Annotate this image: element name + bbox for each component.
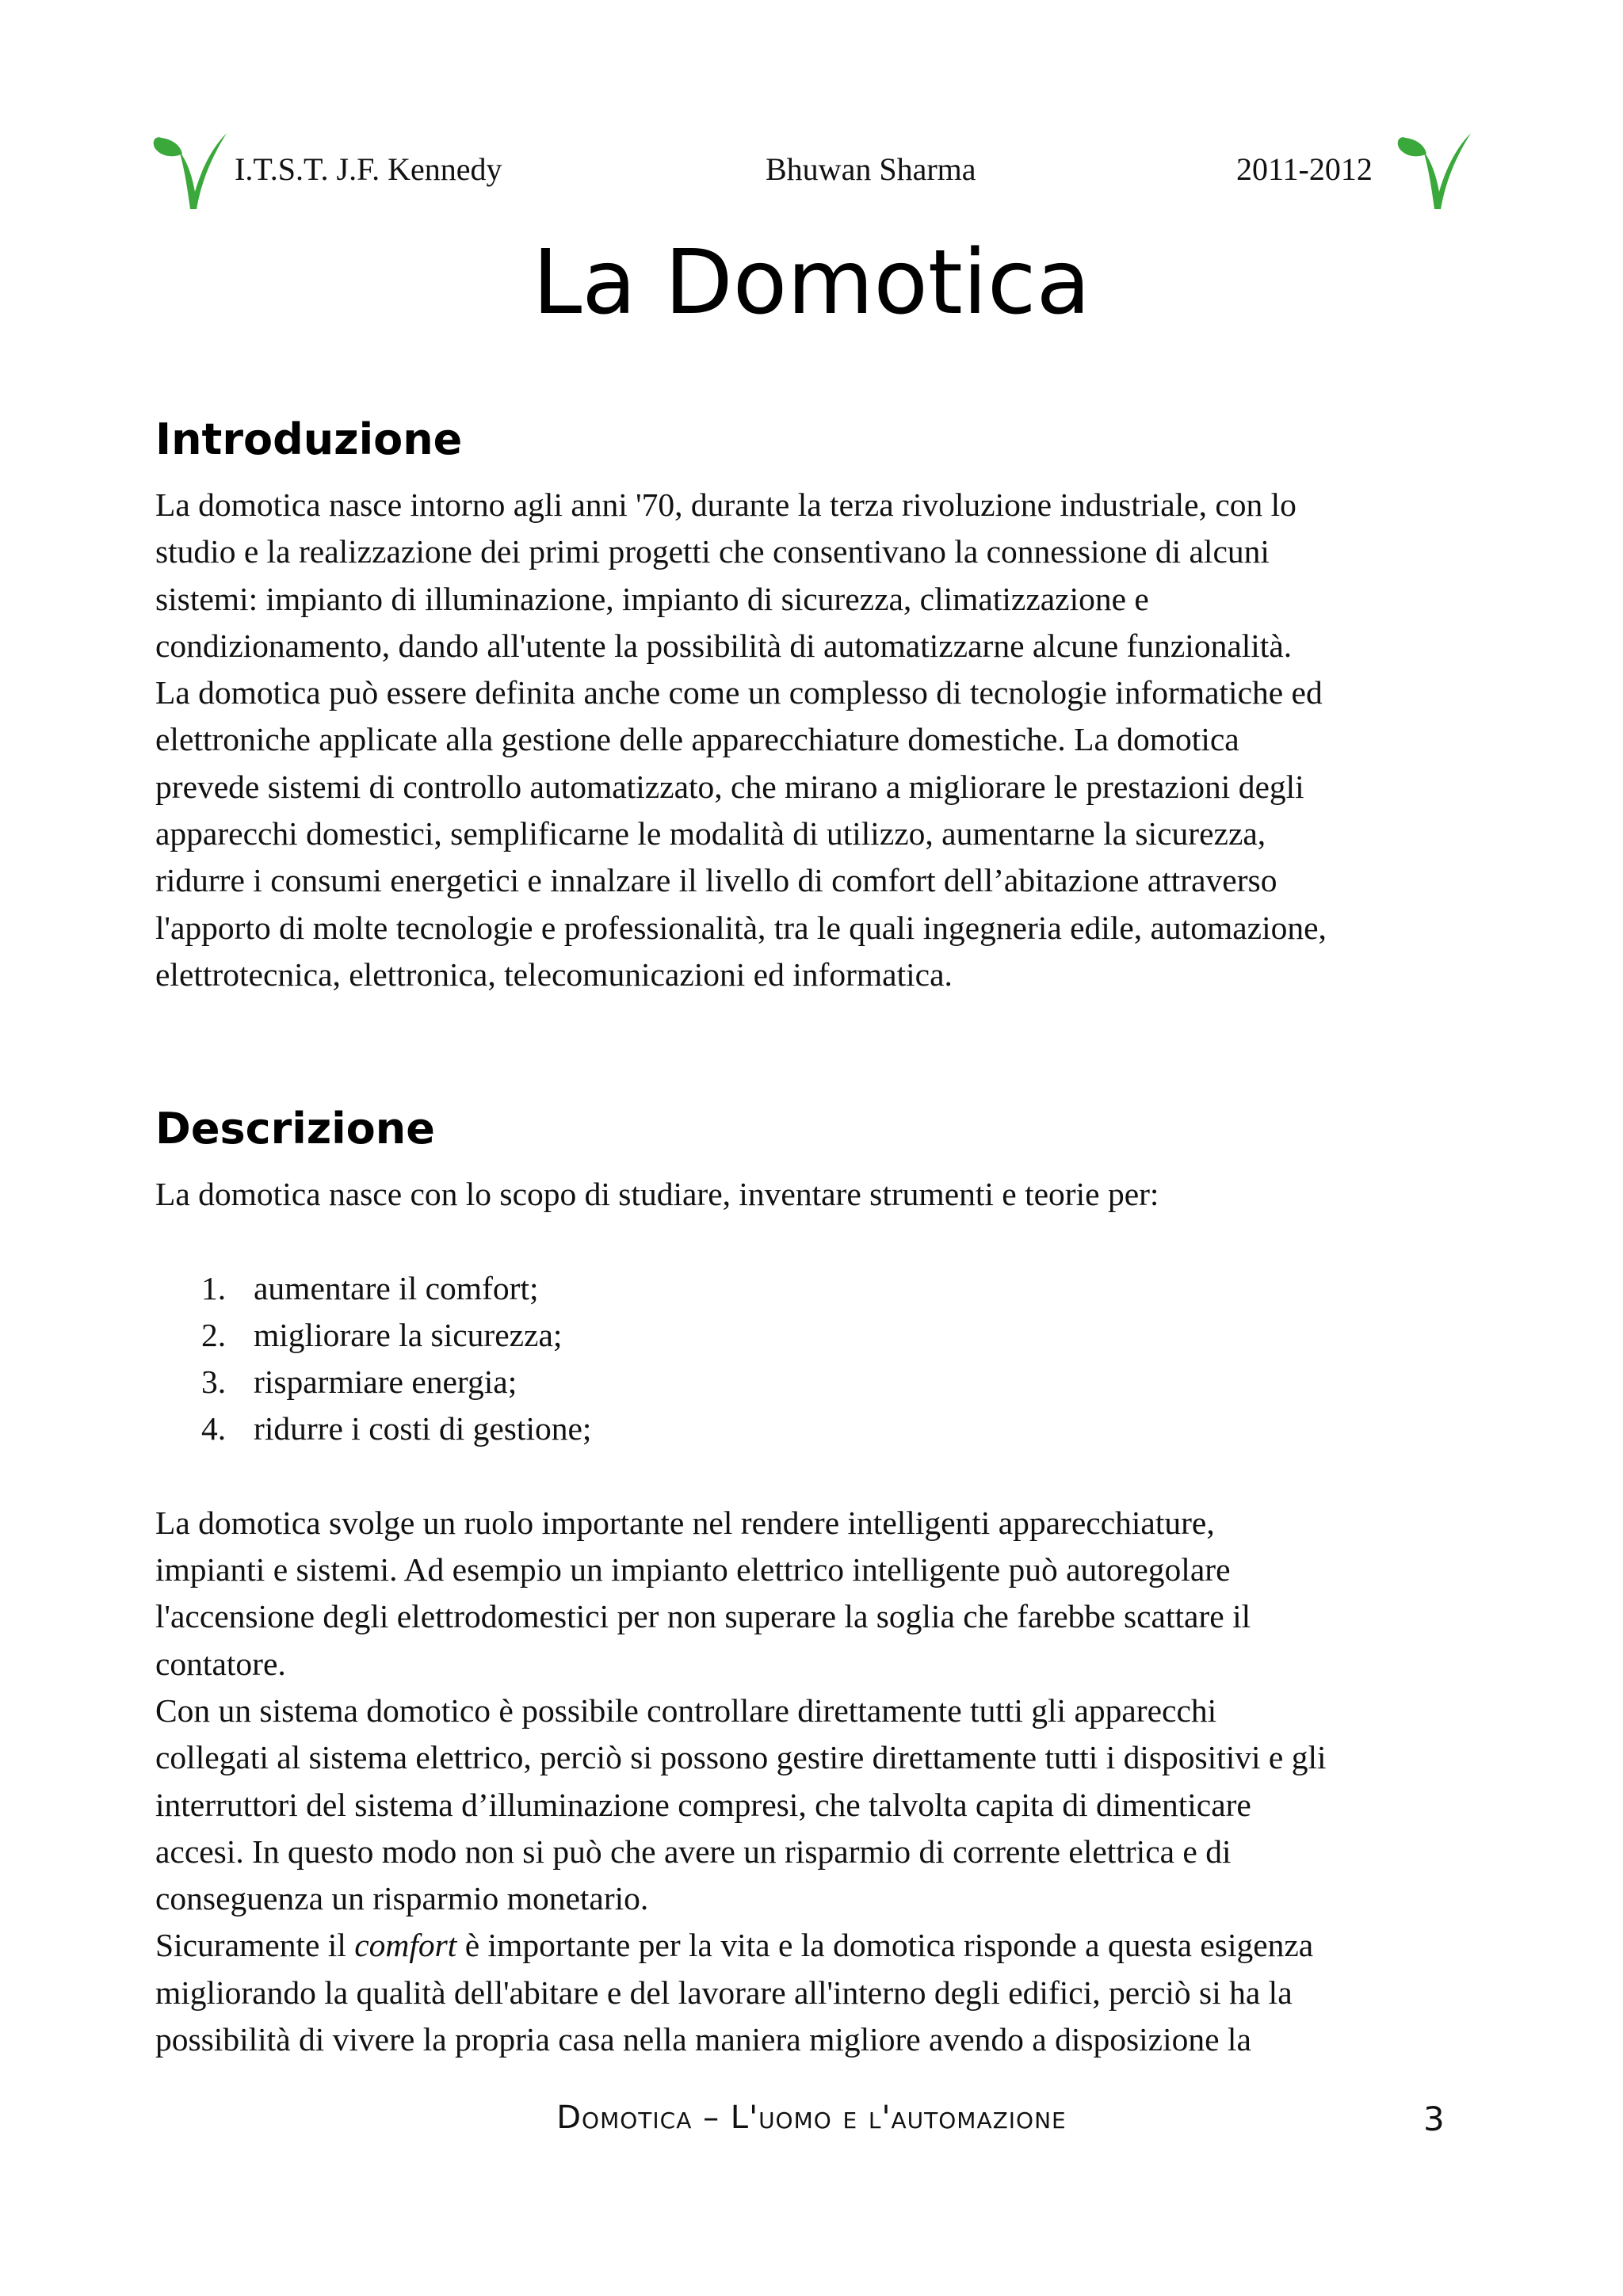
list-item [155, 1312, 1487, 1359]
text-run: è importante per la vita e la domotica risponde a questa esigenza [456, 1927, 1314, 1964]
italic-term: comfort [354, 1927, 457, 1964]
text-line: Con un sistema domotico è possibile controllare direttamente tutti gli apparecchi [155, 1691, 1217, 1729]
text-line: interruttori del sistema d’illuminazione compresi, che talvolta capita di dimenticare [155, 1786, 1251, 1823]
document-title: La Domotica [532, 231, 1091, 334]
footer-title: Domotica – L'uomo e l'automazione [556, 2100, 1067, 2136]
text-line: contatore. [155, 1645, 286, 1682]
list-number: 3. [201, 1363, 227, 1401]
leaf-v-logo-icon [151, 127, 230, 214]
text-line: sistemi: impianto di illuminazione, impianto di sicurezza, climatizzazione e [155, 580, 1149, 617]
list-text: aumentare il comfort; [254, 1269, 539, 1306]
text-line: migliorando la qualità dell'abitare e del lavorare all'interno degli edifici, perciò si ha la [155, 1974, 1293, 2011]
text-line: ridurre i consumi energetici e innalzare il livello di comfort dell’abitazione attraverso [155, 862, 1277, 899]
section-spacer [155, 998, 1487, 1093]
list-text: migliorare la sicurezza; [254, 1316, 563, 1353]
text-line: l'apporto di molte tecnologie e professionalità, tra le quali ingegneria edile, automazione, [155, 909, 1327, 946]
introduction-heading: Introduzione [155, 414, 463, 464]
introduction-paragraph [155, 482, 1487, 998]
text-line: elettroniche applicate alla gestione delle apparecchiature domestiche. La domotica [155, 721, 1239, 758]
page-header [151, 127, 1474, 214]
text-line [155, 1922, 1487, 1969]
text-line: La domotica nasce intorno agli anni '70, durante la terza rivoluzione industriale, con lo [155, 486, 1296, 523]
leaf-v-logo-icon [1395, 127, 1474, 214]
school-name: I.T.S.T. J.F. Kennedy [235, 151, 502, 187]
text-line: apparecchi domestici, semplificarne le modalità di utilizzo, aumentarne la sicurezza, [155, 815, 1266, 852]
page-number: 3 [1423, 2100, 1445, 2138]
text-line: La domotica svolge un ruolo importante nel rendere intelligenti apparecchiature, [155, 1504, 1215, 1541]
description-paragraph [155, 1500, 1487, 2064]
text-line: prevede sistemi di controllo automatizzato, che mirano a migliorare le prestazioni degli [155, 768, 1304, 805]
text-line: La domotica può essere definita anche come un complesso di tecnologie informatiche ed [155, 674, 1323, 711]
goals-list [155, 1265, 1487, 1453]
text-line: possibilità di vivere la propria casa nella maniera migliore avendo a disposizione la [155, 2021, 1251, 2058]
text-line: conseguenza un risparmio monetario. [155, 1880, 649, 1917]
list-item [155, 1405, 1487, 1452]
list-item [155, 1265, 1487, 1312]
document-body [155, 404, 1487, 2063]
text-line: l'accensione degli elettrodomestici per non superare la soglia che farebbe scattare il [155, 1598, 1251, 1635]
list-number: 2. [201, 1316, 227, 1353]
text-line: condizionamento, dando all'utente la possibilità di automatizzarne alcune funzionalità. [155, 627, 1293, 664]
text-line: elettrotecnica, elettronica, telecomunicazioni ed informatica. [155, 955, 953, 993]
list-text: ridurre i costi di gestione; [254, 1410, 592, 1447]
author-name: Bhuwan Sharma [766, 151, 976, 187]
list-text: risparmiare energia; [254, 1363, 517, 1401]
text-line: impianti e sistemi. Ad esempio un impianto elettrico intelligente può autoregolare [155, 1551, 1231, 1589]
list-number: 4. [201, 1410, 227, 1447]
text-run: Sicuramente il [155, 1927, 355, 1964]
description-heading: Descrizione [155, 1104, 435, 1154]
text-line: collegati al sistema elettrico, perciò si possono gestire direttamente tutti i dispositivi e gli [155, 1739, 1327, 1776]
list-item [155, 1359, 1487, 1405]
school-year: 2011-2012 [1236, 151, 1373, 187]
list-number: 1. [201, 1269, 227, 1306]
text-line: accesi. In questo modo non si può che avere un risparmio di corrente elettrica e di [155, 1833, 1232, 1870]
text-line: studio e la realizzazione dei primi progetti che consentivano la connessione di alcuni [155, 533, 1270, 570]
description-lead: La domotica nasce con lo scopo di studiare, inventare strumenti e teorie per: [155, 1176, 1159, 1213]
